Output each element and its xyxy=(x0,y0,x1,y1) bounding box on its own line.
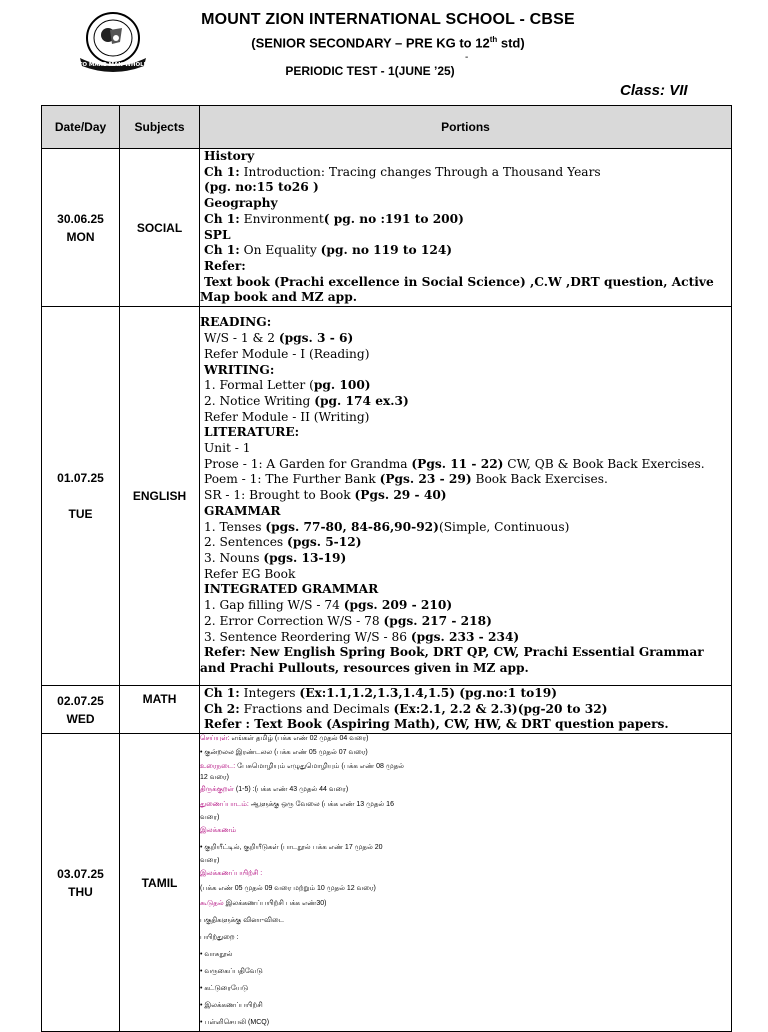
subject-cell: SOCIAL xyxy=(120,149,200,307)
class-label: Class: VII xyxy=(620,82,688,99)
table-row xyxy=(42,734,732,1032)
portion-cell: READING: W/S - 1 & 2 (pgs. 3 - 6) Refer Module - I (Reading) WRITING: 1. Formal Letter (pg. 100) 2. Notice Writing (pg. 174 ex.3) Refer Module - II (Writing) LITERATURE: Unit - 1 Prose - 1: A Garden for Grandma (Pgs. 11 - 22) CW, QB & Book Back Exercises. Poem - 1: The Further Bank (Pgs. 23 - 29) Book Back Exercises. SR - 1: Brought to Book (Pgs. 29 - 40) GRAMMAR 1. Tenses (pgs. 77-80, 84-86,90-92)(Simple, Continuous) 2. Sentences (pgs. 5-12) 3. Nouns (pgs. 13-19) Refer EG Book INTEGRATED GRAMMAR 1. Gap filling W/S - 74 (pgs. 209 - 210) 2. Error Correction W/S - 78 (pgs. 217 - 218) 3. Sentence Reordering W/S - 86 (pgs. 233 - 234) Refer: New English Spring Book, DRT QP, CW, Prachi Essential Grammar and Prachi Pullouts, resources given in MZ app. xyxy=(200,307,732,686)
school-subtitle: (SENIOR SECONDARY – PRE KG to 12th std) xyxy=(251,35,525,51)
subject-cell: MATH xyxy=(120,686,200,734)
schedule-table xyxy=(41,105,732,1032)
date-cell: 01.07.25 TUE xyxy=(42,307,120,686)
table-row xyxy=(42,307,732,686)
test-title: PERIODIC TEST - 1(JUNE ’25) xyxy=(285,64,455,78)
logo-motto: TO MAKE MAN WHOLE xyxy=(78,62,148,68)
portion-cell: Ch 1: Integers (Ex:1.1,1.2,1.3,1.4,1.5) (pg.no:1 to19) Ch 2: Fractions and Decimals (Ex:2.1, 2.2 & 2.3)(pg-20 to 32) Refer : Text Book (Aspiring Math), CW, HW, & DRT question papers. xyxy=(200,686,732,734)
table-row xyxy=(42,149,732,307)
school-name: MOUNT ZION INTERNATIONAL SCHOOL - CBSE xyxy=(201,11,575,28)
portion-cell: History Ch 1: Introduction: Tracing changes Through a Thousand Years (pg. no:15 to26 ) Geography Ch 1: Environment( pg. no :191 to 200) SPL Ch 1: On Equality (pg. no 119 to 124) Refer: Text book (Prachi excellence in Social Science) ,C.W ,DRT question, Active Map book and MZ app. xyxy=(200,149,732,307)
header-date: Date/Day xyxy=(42,106,120,149)
table-header-row xyxy=(42,106,732,149)
header-dash: - xyxy=(465,52,469,63)
portion-cell: செய்யுள்: எங்கள் தமிழ் (பக்க எண் 02 முதல் 04 வரை) • குன்றலல இரண்டலல (பக்க எண் 05 முதல் 07 வரை) உரைநடை: பேசுமொழியும் எழுதுமொழியும் (பக்க எண் 08 முதல் 12 வரை) திருக்குறள் (1-5) :(பக்க எண் 43 முதல் 44 வரை) துணைப்பாடம்: ஆளுக்கு ஒரு வேலை (பக்க எண் 13 முதல் 16 வரை) இலக்கணம் • குறியீட்டில், குறியீடுகள் (பாடநூல் பக்க எண் 17 முதல் 20 வரை) இலக்கணப்பயிற்சி : (பக்க எண் 05 முதல் 09 வரை மற்றும் 10 முதல் 12 வரை) கூடுதல் இலக்கணப்பயிற்சி பக்க எண்30) பகுதிகளுக்கு வினா-விடை பயிற்துறை : • வாசுநூல் • வருகைப்பதிவேடு • கட்டுரையேடு • இலக்கணப்பயிற்சி • பள்ளிசெயலி (MCQ) xyxy=(200,734,732,1032)
date-cell: 03.07.25 THU xyxy=(42,734,120,1032)
subject-cell: TAMIL xyxy=(120,734,200,1032)
date-cell: 30.06.25 MON xyxy=(42,149,120,307)
date-cell: 02.07.25 WED xyxy=(42,686,120,734)
school-logo xyxy=(72,8,154,74)
table-row xyxy=(42,686,732,734)
subject-cell: ENGLISH xyxy=(120,307,200,686)
header-portions: Portions xyxy=(200,106,732,149)
header-subject: Subjects xyxy=(120,106,200,149)
